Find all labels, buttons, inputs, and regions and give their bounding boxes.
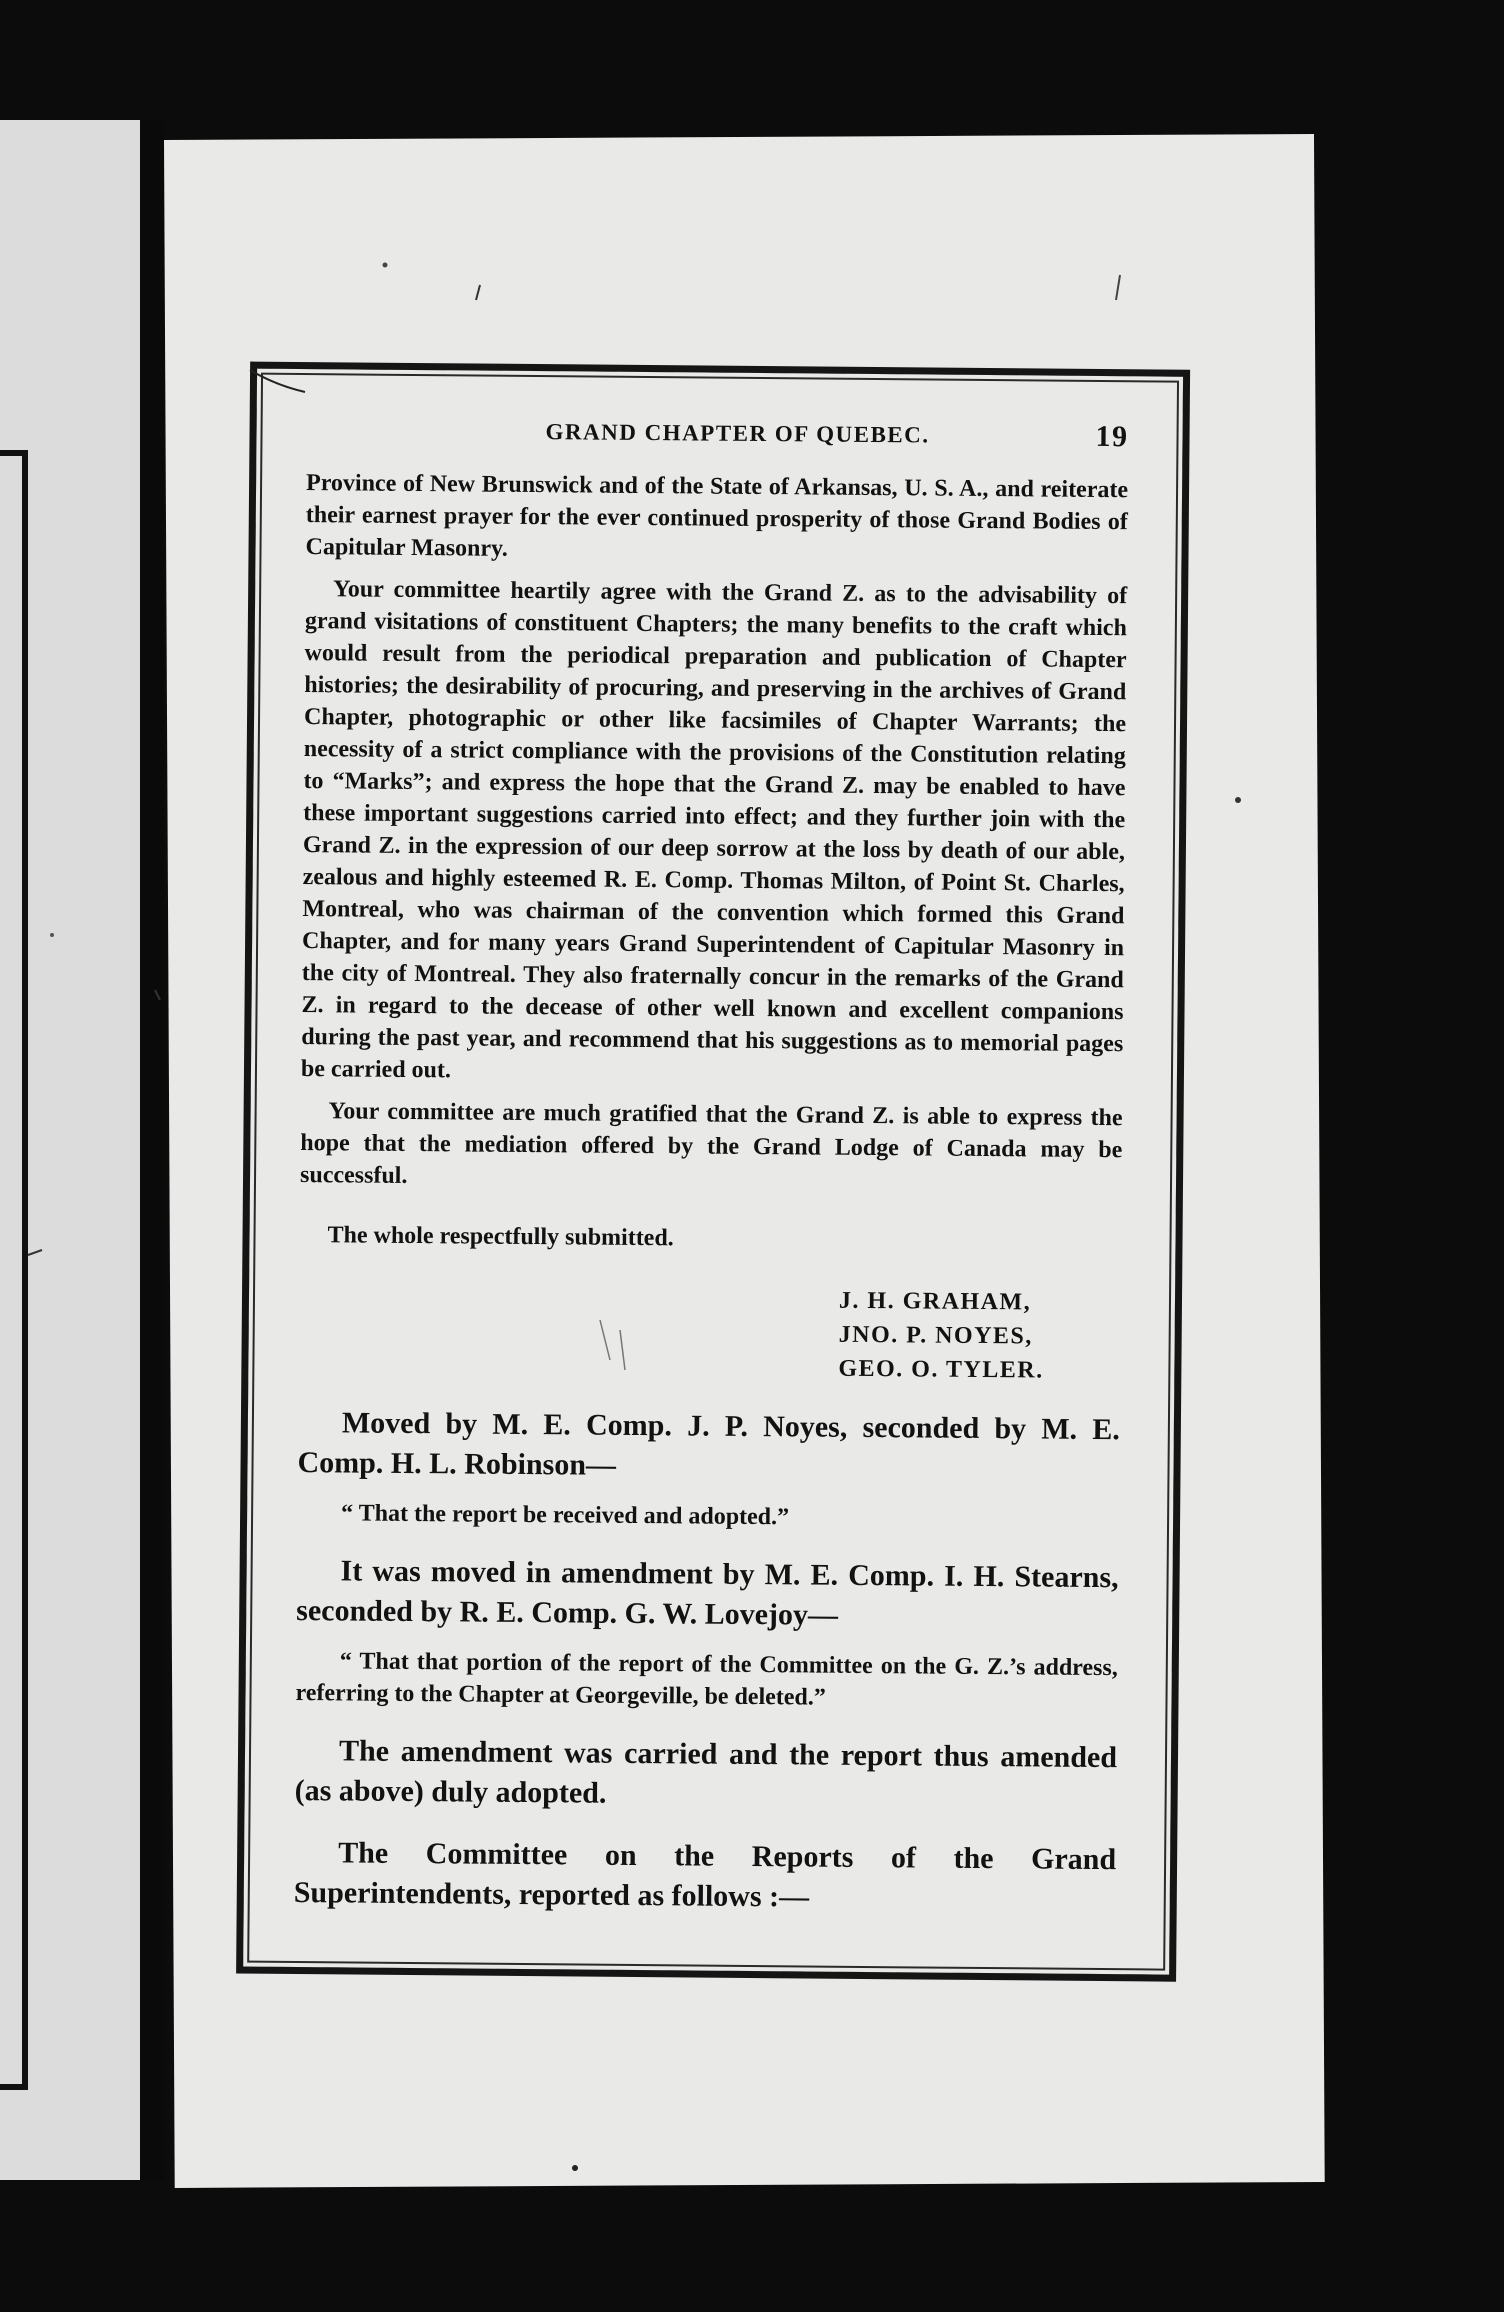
- document-page: [164, 134, 1325, 2188]
- amendment-result: The amendment was carried and the report thus amended (as above) duly adopted.: [294, 1734, 1118, 1810]
- signatory-tyler: GEO. O. TYLER.: [838, 1355, 1044, 1384]
- paragraph-committee-agreement: Your committee heartily agree with the Grand Z. as to the advisability of grand visitations of constituent Chapters; the many benefits to the craft which would result from the periodical preparation and publication of Chapter histories; the desirability of procuring, and preserving in the archives of Grand Chapter, photographic or other like facsimiles of Chapter Warrants; the necessity of a strict compliance with the provisions of the Constitution relating to “Marks”; and express the hope that the Grand Z. may be enabled to have these important suggestions carried into effect; and they further join with the Grand Z. in the expression of our deep sorrow at the loss by death of our able, zealous and highly esteemed R. E. Comp. Thomas Milton, of Point St. Charles, Montreal, who was chairman of the convention which formed this Grand Chapter, and for many years Grand Superintendent of Capitular Masonry in the city of Montreal. They also fraternally concur in the remarks of the Grand Z. in regard to the decease of other well known and excellent companions during the past year, and recommend that his suggestions as to memorial pages be carried out.: [300, 576, 1128, 1084]
- resolution-quote: “ That the report be received and adopted.”: [340, 1500, 790, 1531]
- facing-page-edge: [0, 120, 140, 2180]
- motion-paragraph: Moved by M. E. Comp. J. P. Noyes, seconded by M. E. Comp. H. L. Robinson—: [297, 1406, 1121, 1482]
- page-header-title: GRAND CHAPTER OF QUEBEC.: [545, 419, 930, 448]
- facing-page-border: [0, 450, 28, 2090]
- submitted-line: The whole respectfully submitted.: [327, 1222, 674, 1252]
- book-gutter: [140, 120, 164, 2180]
- paragraph-mediation: Your committee are much gratified that the Grand Z. is able to express the hope that the mediation offered by the Grand Lodge of Canada may be successful.: [299, 1098, 1123, 1189]
- signatory-graham: J. H. GRAHAM,: [838, 1287, 1032, 1316]
- running-header: [306, 417, 1128, 474]
- paragraph-continuation: Province of New Brunswick and of the State of Arkansas, U. S. A., and reiterate their earnest prayer for the ever continued prosperity of those Grand Bodies of Capitular Masonry.: [305, 470, 1129, 562]
- page-border-frame: [236, 362, 1190, 1982]
- next-committee-paragraph: The Committee on the Reports of the Grand Superintendents, reported as follows :—: [293, 1836, 1117, 1914]
- signatory-noyes: JNO. P. NOYES,: [838, 1321, 1033, 1350]
- page-number: 19: [1095, 419, 1129, 454]
- amendment-motion: It was moved in amendment by M. E. Comp. I. H. Stearns, seconded by R. E. Comp. G. W. Lovejoy—: [296, 1554, 1119, 1632]
- amendment-quote: “ That that portion of the report of the Committee on the G. Z.’s address, referring to the Chapter at Georgeville, be deleted.”: [295, 1648, 1118, 1711]
- signature-block: [838, 1284, 1121, 1388]
